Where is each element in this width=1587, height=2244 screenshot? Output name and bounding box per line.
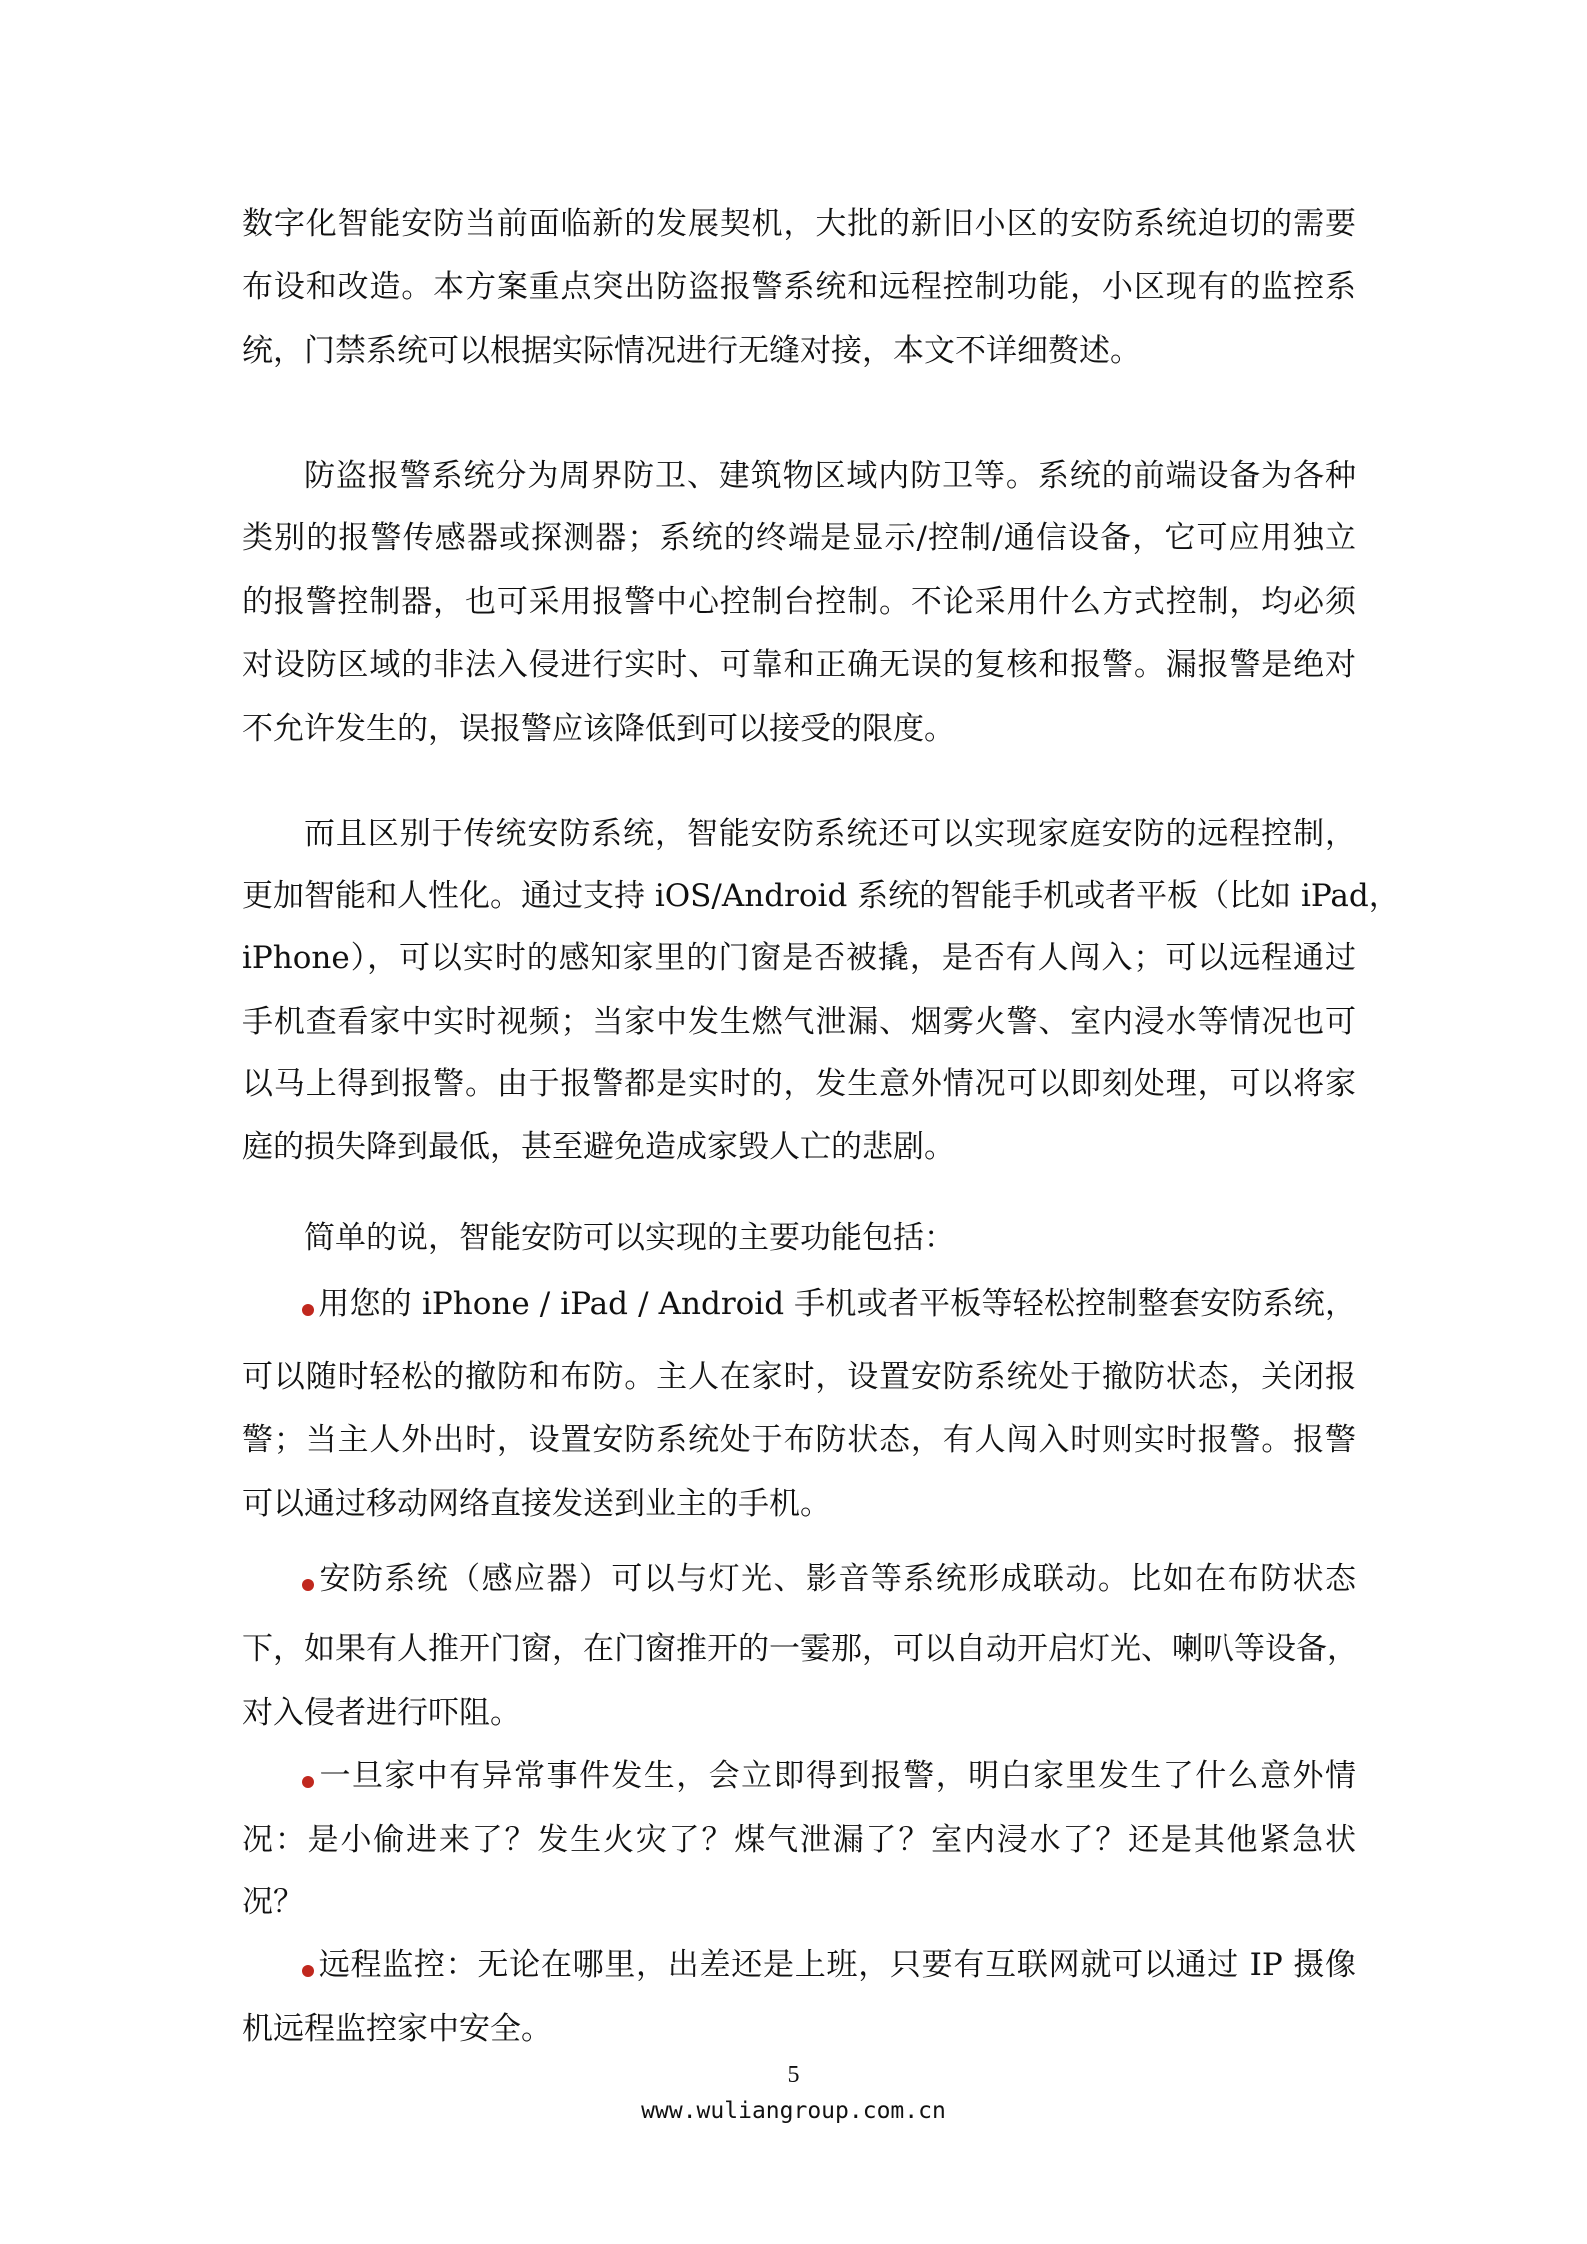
- line-text: 对设防区域的非法入侵进行实时、可靠和正确无误的复核和报警。漏报警是绝对: [242, 647, 1356, 683]
- text-line: [242, 1064, 1356, 1104]
- text-line: [302, 1559, 1356, 1599]
- text-line: [242, 709, 1356, 749]
- text-line: [304, 814, 1356, 854]
- line-text: 不允许发生的，误报警应该降低到可以接受的限度。: [242, 711, 955, 747]
- text-line: [302, 1945, 1356, 1985]
- bullet-dot-icon: [302, 1304, 314, 1316]
- text-line: [302, 1756, 1356, 1796]
- text-line: [242, 1820, 1356, 1860]
- line-text: 警；当主人外出时，设置安防系统处于布防状态，有人闯入时则实时报警。报警: [242, 1422, 1356, 1458]
- line-text: 庭的损失降到最低，甚至避免造成家毁人亡的悲剧。: [242, 1129, 955, 1165]
- line-text: 更加智能和人性化。通过支持 iOS/Android 系统的智能手机或者平板（比如 iPad，: [242, 878, 1400, 914]
- text-line: [242, 1420, 1356, 1460]
- line-text: 统，门禁系统可以根据实际情况进行无缝对接，本文不详细赘述。: [242, 333, 1141, 369]
- text-line: [242, 582, 1356, 622]
- text-line: [242, 267, 1356, 307]
- line-text: 类别的报警传感器或探测器；系统的终端是显示/控制/通信设备，它可应用独立: [242, 520, 1356, 556]
- text-line: [242, 204, 1356, 244]
- line-text: 以马上得到报警。由于报警都是实时的，发生意外情况可以即刻处理，可以将家: [242, 1066, 1356, 1102]
- text-line: [242, 876, 1400, 916]
- text-line: [304, 1218, 1356, 1258]
- line-text: 布设和改造。本方案重点突出防盗报警系统和远程控制功能，小区现有的监控系: [242, 269, 1356, 305]
- text-line: [242, 1693, 1356, 1733]
- line-text: 可以随时轻松的撤防和布防。主人在家时，设置安防系统处于撤防状态，关闭报: [242, 1359, 1356, 1395]
- bullet-dot-icon: [302, 1965, 314, 1977]
- text-line: [304, 456, 1356, 496]
- text-line: [242, 2009, 1356, 2049]
- line-text: 手机查看家中实时视频；当家中发生燃气泄漏、烟雾火警、室内浸水等情况也可: [242, 1004, 1356, 1040]
- text-line: [242, 518, 1356, 558]
- line-text: 可以通过移动网络直接发送到业主的手机。: [242, 1486, 831, 1522]
- text-line: [242, 645, 1356, 685]
- text-line: [242, 1629, 1356, 1669]
- footer-website: www.wuliangroup.com.cn: [641, 2098, 946, 2124]
- text-line: [242, 1357, 1356, 1397]
- line-text: 而且区别于传统安防系统，智能安防系统还可以实现家庭安防的远程控制，: [304, 816, 1356, 852]
- text-line: [242, 1484, 1356, 1524]
- line-text: 况？: [242, 1884, 304, 1920]
- text-line: [242, 331, 1356, 371]
- bullet-dot-icon: [302, 1776, 314, 1788]
- line-text: 简单的说，智能安防可以实现的主要功能包括：: [304, 1220, 955, 1256]
- line-text: 的报警控制器，也可采用报警中心控制台控制。不论采用什么方式控制，均必须: [242, 584, 1356, 620]
- text-line: [302, 1284, 1356, 1324]
- line-text: 用您的 iPhone / iPad / Android 手机或者平板等轻松控制整套安防系统，: [318, 1286, 1356, 1322]
- text-line: [242, 938, 1356, 978]
- line-text: 对入侵者进行吓阻。: [242, 1695, 521, 1731]
- line-text: 数字化智能安防当前面临新的发展契机，大批的新旧小区的安防系统迫切的需要: [242, 206, 1356, 242]
- line-text: iPhone），可以实时的感知家里的门窗是否被撬，是否有人闯入；可以远程通过: [242, 940, 1356, 976]
- line-text: 下，如果有人推开门窗，在门窗推开的一霎那，可以自动开启灯光、喇叭等设备，: [242, 1631, 1358, 1667]
- line-text: 况：是小偷进来了？发生火灾了？煤气泄漏了？室内浸水了？还是其他紧急状: [242, 1822, 1356, 1858]
- text-line: [242, 1882, 1356, 1922]
- text-line: [242, 1002, 1356, 1042]
- page-number: 5: [787, 2062, 800, 2088]
- line-text: 一旦家中有异常事件发生，会立即得到报警，明白家里发生了什么意外情: [318, 1758, 1356, 1794]
- bullet-dot-icon: [302, 1579, 314, 1591]
- line-text: 安防系统（感应器）可以与灯光、影音等系统形成联动。比如在布防状态: [318, 1561, 1356, 1597]
- line-text: 远程监控：无论在哪里，出差还是上班，只要有互联网就可以通过 IP 摄像: [318, 1947, 1356, 1983]
- text-line: [242, 1127, 1356, 1167]
- line-text: 防盗报警系统分为周界防卫、建筑物区域内防卫等。系统的前端设备为各种: [304, 458, 1356, 494]
- line-text: 机远程监控家中安全。: [242, 2011, 552, 2047]
